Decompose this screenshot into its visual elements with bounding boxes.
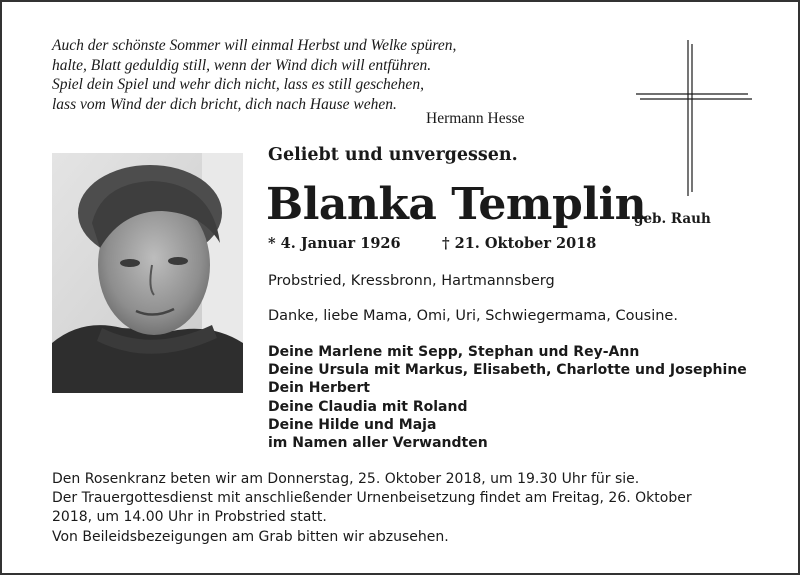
- poem-line: halte, Blatt geduldig still, wenn der Wind dich will entführen.: [52, 56, 432, 74]
- notice-line: Den Rosenkranz beten wir am Donnerstag, 25. Oktober 2018, um 19.30 Uhr für sie.: [52, 471, 640, 487]
- places: Probstried, Kressbronn, Hartmannsberg: [268, 273, 555, 289]
- tagline: Geliebt und unvergessen.: [268, 145, 518, 165]
- family-member: Dein Herbert: [268, 380, 370, 397]
- family-member: im Namen aller Verwandten: [268, 435, 488, 452]
- poem: [52, 36, 572, 114]
- maiden-name: geb. Rauh: [634, 211, 711, 227]
- poem-line: Spiel dein Spiel und wehr dich nicht, lass es still geschehen,: [52, 76, 424, 93]
- poem-author: Hermann Hesse: [426, 110, 525, 127]
- portrait-photo: [52, 153, 243, 393]
- family-member: Deine Hilde und Maja: [268, 416, 437, 433]
- deceased-name: Blanka Templin: [266, 179, 647, 230]
- notice-line: Der Trauergottesdienst mit anschließender Urnenbeisetzung findet am Freitag, 26. Oktober: [52, 490, 692, 507]
- family-list: [268, 343, 747, 452]
- poem-line: lass vom Wind der dich bricht, dich nach Hause wehen.: [52, 95, 397, 113]
- funeral-notice: [52, 470, 692, 547]
- life-dates: [268, 235, 597, 252]
- poem-line: Auch der schönste Sommer will einmal Herbst und Welke spüren,: [52, 37, 457, 54]
- notice-line: Von Beileidsbezeigungen am Grab bitten wir abzusehen.: [52, 528, 449, 545]
- family-member: Deine Ursula mit Markus, Elisabeth, Charlotte und Josephine: [268, 362, 747, 379]
- birth-date: * 4. Januar 1926: [268, 235, 401, 252]
- thanks-line: Danke, liebe Mama, Omi, Uri, Schwiegermama, Cousine.: [268, 308, 678, 324]
- family-member: Deine Claudia mit Roland: [268, 398, 468, 415]
- family-member: Deine Marlene mit Sepp, Stephan und Rey-Ann: [268, 344, 640, 360]
- death-date: † 21. Oktober 2018: [442, 235, 597, 252]
- notice-line: 2018, um 14.00 Uhr in Probstried statt.: [52, 509, 327, 526]
- cross-icon: [636, 40, 752, 196]
